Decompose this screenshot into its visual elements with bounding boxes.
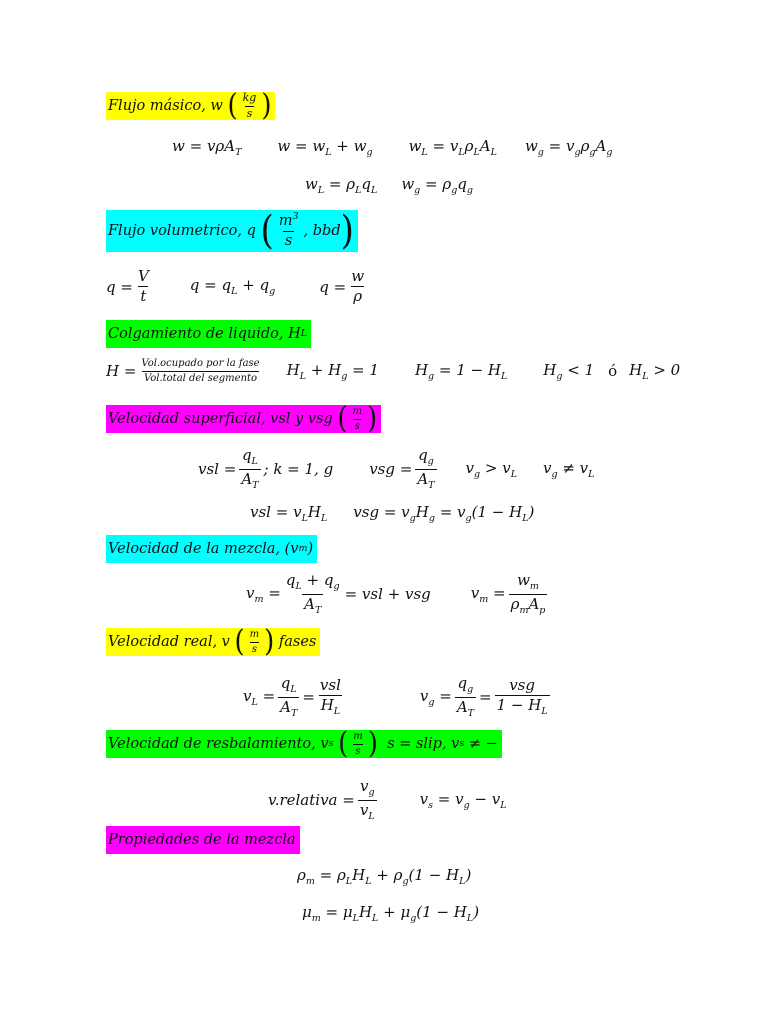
heading-velocidad-real: Velocidad real, v ( $\frac{m}{s}$ ) fases [106,628,320,656]
equations-slip-velocity: v.relativa = $\frac{v_g}{v_L}$ $v_s = v_g - v_L$ [268,777,507,822]
equations-mass-flow-1: w = vρA$_T$ $w = w_L + w_g$ $w_L = v_L\rho_LA_L$ $w_g = v_g\rho_gA_g$ [172,137,613,158]
heading-colgamiento-text: Colgamiento de liquido, H [108,326,301,342]
heading-velocidad-mezcla: Velocidad de la mezcla, (v m ) [106,535,317,563]
heading-velocidad-resbalamiento-text: Velocidad de resbalamiento, v [108,736,329,752]
equations-real-velocity: $v_L$ = $\frac{q_L}{A_T}$ = $\frac{\text{vsl}}{H_L}$ $v_g$ = $\frac{q_g}{A_T}$ = $\frac{\text{vsg}}{1 - H_L}$ [243,674,548,719]
heading-flujo-masico: Flujo másico, w ( $\frac{kg}{s}$ ) [106,92,275,120]
equations-superficial-velocity-1: vsl = $\frac{q_L}{A_T}$ ; k = 1, g vsg = $\frac{q_g}{A_T}$ $v_g > v_L$ $v_g \ne v_L$ [198,446,595,491]
heading-flujo-volumetrico: Flujo volumetrico, q ( $\frac{m^3}{s}$ , bbd ) [106,210,358,252]
equations-mixture-velocity: $v_m$ = $\frac{q_L + q_g}{A_T}$ = vsl + vsg $v_m$ = $\frac{w_m}{\rho_mA_p}$ [246,571,546,616]
heading-velocidad-superficial: Velocidad superficial, vsl y vsg ( $\frac{m}{s}$ ) [106,405,381,433]
heading-velocidad-mezcla-text: Velocidad de la mezcla, (v [108,541,299,557]
heading-propiedades-mezcla-text: Propiedades de la mezcla [108,832,296,848]
heading-velocidad-superficial-text: Velocidad superficial, vsl y vsg [108,411,333,427]
equations-volumetric-flow: q = $\frac{V}{t}$ $q = q_L + q_g$ q = $\frac{w}{\rho}$ [106,267,365,306]
equation-mixture-density: $\rho_m = \rho_LH_L + \rho_g(1 - H_L)$ [297,866,472,887]
heading-propiedades-mezcla [106,826,300,854]
heading-velocidad-resbalamiento: Velocidad de resbalamiento, v s ( $\frac{m}{s}$ ) s = slip, v s ≠ − [106,730,502,758]
heading-flujo-masico-text: Flujo másico, w [108,98,223,114]
heading-flujo-volumetrico-text: Flujo volumetrico, q [108,223,256,239]
equation-mixture-viscosity: $\mu_m = \mu_LH_L + \mu_g(1 - H_L)$ [302,903,480,924]
equations-mass-flow-2: $w_L = \rho_Lq_L$ $w_g = \rho_gq_g$ [305,175,473,196]
equations-superficial-velocity-2: vsl = $v_LH_L$ vsg = $v_gH_g = v_g(1 - H_L)$ [250,503,535,524]
heading-colgamiento: Colgamiento de liquido, H L [106,320,311,348]
equations-holdup: H = $\frac{\text{Vol.ocupado por la fase}}{\text{Vol.total del segmento}}$ $H_L + H_g = 1$ $H_g = 1 - H_L$ $H_g < 1$ ó $H_L > 0$ [106,358,681,384]
heading-velocidad-real-text: Velocidad real, v [108,634,230,650]
